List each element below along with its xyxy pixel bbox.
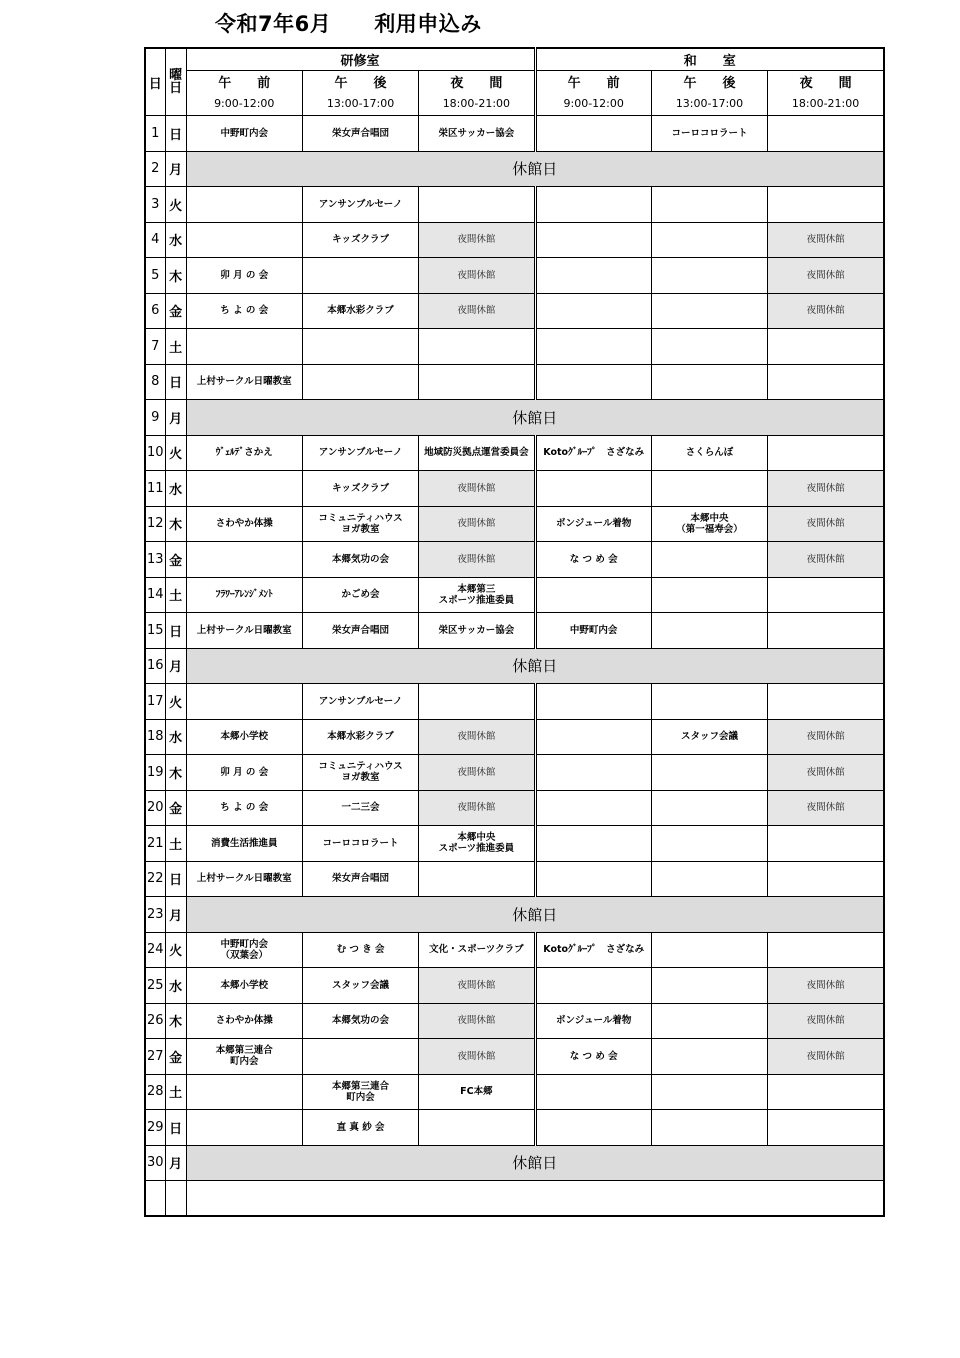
booking-cell: 栄女声合唱団 — [302, 861, 418, 897]
day-number: 15 — [145, 613, 165, 649]
booking-cell: さわやか体操 — [186, 506, 302, 542]
slot-label-header: 夜 間 — [768, 71, 884, 92]
weekday: 月 — [165, 400, 186, 436]
slot-label-header: 夜 間 — [419, 71, 535, 92]
booking-cell — [302, 755, 418, 791]
weekday: 土 — [165, 1074, 186, 1110]
booking-line: 中野町内会 — [220, 938, 268, 950]
day-row — [145, 116, 884, 152]
weekday-header-bottom: 日 — [169, 81, 183, 96]
booking-cell: 直 真 紗 会 — [302, 1110, 418, 1146]
booking-line: 本郷第三連合 — [332, 1080, 390, 1092]
day-row — [145, 648, 884, 684]
booking-cell: 中野町内会 — [535, 613, 651, 649]
booking-cell — [419, 861, 535, 897]
booking-cell — [768, 435, 884, 471]
day-number: 6 — [145, 293, 165, 329]
booking-cell — [302, 258, 418, 294]
day-row — [145, 790, 884, 826]
day-row — [145, 222, 884, 258]
booking-cell: 本郷水彩クラブ — [302, 293, 418, 329]
day-row — [145, 684, 884, 720]
booking-cell: コーロコロラート — [651, 116, 767, 152]
booking-cell — [651, 542, 767, 578]
booking-cell: FC本郷 — [419, 1074, 535, 1110]
booking-cell — [535, 258, 651, 294]
weekday: 金 — [165, 1039, 186, 1075]
booking-cell — [768, 364, 884, 400]
day-row — [145, 293, 884, 329]
weekday: 火 — [165, 187, 186, 223]
night-closed-cell: 夜間休館 — [419, 1039, 535, 1075]
booking-cell — [768, 932, 884, 968]
booking-cell — [535, 861, 651, 897]
weekday: 水 — [165, 471, 186, 507]
weekday: 水 — [165, 719, 186, 755]
booking-line: 本郷中央 — [457, 832, 496, 844]
empty-row — [145, 1181, 884, 1217]
day-row — [145, 932, 884, 968]
booking-cell: さわやか体操 — [186, 1003, 302, 1039]
booking-cell — [651, 755, 767, 791]
page-title: 令和7年6月 利用申込み — [215, 12, 482, 36]
booking-cell: 消費生活推進員 — [186, 826, 302, 862]
booking-cell: 中野町内会 — [186, 116, 302, 152]
booking-line: スポーツ推進委員 — [438, 843, 515, 855]
day-row — [145, 861, 884, 897]
booking-cell: 上村サークル日曜教室 — [186, 861, 302, 897]
day-row — [145, 577, 884, 613]
booking-cell: 本郷気功の会 — [302, 542, 418, 578]
weekday: 火 — [165, 684, 186, 720]
booking-line: 町内会 — [229, 1056, 259, 1068]
booking-cell — [535, 826, 651, 862]
booking-cell — [535, 755, 651, 791]
booking-cell — [186, 187, 302, 223]
weekday: 日 — [165, 364, 186, 400]
booking-cell — [651, 1039, 767, 1075]
booking-cell — [535, 1110, 651, 1146]
booking-cell — [535, 116, 651, 152]
booking-cell — [419, 187, 535, 223]
day-row — [145, 258, 884, 294]
booking-cell — [768, 116, 884, 152]
booking-line: ヨガ教室 — [341, 523, 380, 535]
day-number: 16 — [145, 648, 165, 684]
weekday: 月 — [165, 1145, 186, 1181]
night-closed-cell: 夜間休館 — [419, 1003, 535, 1039]
booking-line: スポーツ推進委員 — [438, 594, 515, 606]
booking-cell: 本郷小学校 — [186, 968, 302, 1004]
day-number: 11 — [145, 471, 165, 507]
day-number: 3 — [145, 187, 165, 223]
day-row — [145, 1003, 884, 1039]
booking-cell — [535, 222, 651, 258]
booking-cell: スタッフ会議 — [302, 968, 418, 1004]
booking-cell — [535, 364, 651, 400]
day-row — [145, 719, 884, 755]
weekday: 日 — [165, 613, 186, 649]
booking-cell: キッズクラブ — [302, 471, 418, 507]
booking-cell: ボンジュール着物 — [535, 506, 651, 542]
booking-line: 本郷第三連合 — [215, 1045, 273, 1057]
booking-cell — [768, 613, 884, 649]
booking-cell — [651, 613, 767, 649]
slot-label-header: 午 後 — [651, 71, 767, 92]
booking-cell: む つ き 会 — [302, 932, 418, 968]
night-closed-cell: 夜間休館 — [768, 968, 884, 1004]
day-number: 25 — [145, 968, 165, 1004]
weekday: 土 — [165, 329, 186, 365]
day-row — [145, 506, 884, 542]
day-row — [145, 364, 884, 400]
day-row — [145, 826, 884, 862]
day-number: 13 — [145, 542, 165, 578]
booking-cell — [302, 506, 418, 542]
booking-cell — [651, 932, 767, 968]
booking-cell — [651, 506, 767, 542]
weekday: 土 — [165, 577, 186, 613]
day-number: 29 — [145, 1110, 165, 1146]
day-number: 27 — [145, 1039, 165, 1075]
booking-cell — [535, 719, 651, 755]
night-closed-cell: 夜間休館 — [768, 471, 884, 507]
night-closed-cell: 夜間休館 — [419, 790, 535, 826]
booking-cell — [186, 684, 302, 720]
booking-cell — [651, 968, 767, 1004]
booking-cell: な つ め 会 — [535, 542, 651, 578]
day-number: 4 — [145, 222, 165, 258]
booking-cell — [535, 968, 651, 1004]
booking-cell — [651, 1110, 767, 1146]
day-row — [145, 897, 884, 933]
booking-cell: 栄区サッカー協会 — [419, 116, 535, 152]
day-number: 28 — [145, 1074, 165, 1110]
booking-cell: ち よ の 会 — [186, 790, 302, 826]
day-column-header: 日 — [145, 48, 165, 116]
night-closed-cell: 夜間休館 — [768, 719, 884, 755]
night-closed-cell: 夜間休館 — [419, 719, 535, 755]
day-row — [145, 968, 884, 1004]
night-closed-cell: 夜間休館 — [419, 222, 535, 258]
day-number: 1 — [145, 116, 165, 152]
booking-line: （双葉会） — [220, 949, 268, 961]
booking-cell — [419, 826, 535, 862]
booking-cell: ｳﾞｪﾙﾃﾞさかえ — [186, 435, 302, 471]
weekday: 水 — [165, 222, 186, 258]
booking-cell — [302, 364, 418, 400]
booking-line: 町内会 — [346, 1091, 375, 1103]
booking-cell — [651, 861, 767, 897]
day-row — [145, 435, 884, 471]
booking-cell: ﾌﾗﾜｰｱﾚﾝｼﾞﾒﾝﾄ — [186, 577, 302, 613]
slot-label-header: 午 後 — [302, 71, 418, 92]
booking-cell — [302, 1039, 418, 1075]
schedule-table — [144, 47, 885, 1217]
booking-cell: 上村サークル日曜教室 — [186, 613, 302, 649]
day-number: 10 — [145, 435, 165, 471]
weekday-column-header — [165, 48, 186, 116]
day-number: 24 — [145, 932, 165, 968]
day-row — [145, 187, 884, 223]
weekday: 月 — [165, 151, 186, 187]
booking-cell — [651, 684, 767, 720]
day-number: 14 — [145, 577, 165, 613]
booking-cell — [302, 1074, 418, 1110]
night-closed-cell: 夜間休館 — [768, 293, 884, 329]
day-row — [145, 400, 884, 436]
weekday: 土 — [165, 826, 186, 862]
booking-cell — [768, 577, 884, 613]
night-closed-cell: 夜間休館 — [768, 258, 884, 294]
booking-cell — [651, 329, 767, 365]
booking-cell: 地域防災拠点運営委員会 — [419, 435, 535, 471]
day-row — [145, 329, 884, 365]
booking-cell — [535, 684, 651, 720]
closed-day-cell: 休館日 — [186, 400, 884, 436]
day-number: 21 — [145, 826, 165, 862]
booking-cell — [186, 1110, 302, 1146]
day-number: 9 — [145, 400, 165, 436]
day-number: 26 — [145, 1003, 165, 1039]
closed-day-cell: 休館日 — [186, 897, 884, 933]
night-closed-cell: 夜間休館 — [419, 968, 535, 1004]
booking-cell: キッズクラブ — [302, 222, 418, 258]
booking-cell — [768, 329, 884, 365]
booking-cell: な つ め 会 — [535, 1039, 651, 1075]
day-number: 7 — [145, 329, 165, 365]
booking-cell: コーロコロラート — [302, 826, 418, 862]
booking-cell — [651, 1003, 767, 1039]
booking-cell — [419, 364, 535, 400]
booking-cell: 卯 月 の 会 — [186, 755, 302, 791]
booking-cell — [768, 187, 884, 223]
booking-cell — [186, 542, 302, 578]
booking-cell: 一二三会 — [302, 790, 418, 826]
day-number: 22 — [145, 861, 165, 897]
day-row — [145, 1039, 884, 1075]
weekday: 金 — [165, 293, 186, 329]
booking-cell: 卯 月 の 会 — [186, 258, 302, 294]
booking-cell — [535, 471, 651, 507]
booking-cell: さくらんぼ — [651, 435, 767, 471]
day-number: 5 — [145, 258, 165, 294]
booking-cell: 栄女声合唱団 — [302, 613, 418, 649]
booking-cell — [535, 1074, 651, 1110]
day-row — [145, 471, 884, 507]
closed-day-cell: 休館日 — [186, 648, 884, 684]
booking-cell — [651, 187, 767, 223]
booking-cell — [651, 790, 767, 826]
day-row — [145, 1074, 884, 1110]
booking-cell — [186, 932, 302, 968]
booking-cell — [651, 577, 767, 613]
booking-cell: アンサンブルセーノ — [302, 187, 418, 223]
night-closed-cell: 夜間休館 — [419, 755, 535, 791]
booking-cell — [302, 329, 418, 365]
night-closed-cell: 夜間休館 — [768, 506, 884, 542]
empty-cell — [145, 1181, 165, 1217]
booking-cell: 本郷水彩クラブ — [302, 719, 418, 755]
day-row — [145, 755, 884, 791]
booking-cell — [186, 471, 302, 507]
weekday: 金 — [165, 542, 186, 578]
closed-day-cell: 休館日 — [186, 151, 884, 187]
booking-line: 本郷第三 — [457, 583, 496, 595]
night-closed-cell: 夜間休館 — [419, 542, 535, 578]
night-closed-cell: 夜間休館 — [419, 506, 535, 542]
night-closed-cell: 夜間休館 — [768, 1003, 884, 1039]
booking-cell — [651, 222, 767, 258]
weekday: 月 — [165, 897, 186, 933]
day-row — [145, 613, 884, 649]
weekday: 日 — [165, 116, 186, 152]
weekday-header-top: 曜 — [169, 68, 183, 83]
booking-line: （第一福寿会） — [676, 523, 743, 535]
booking-cell — [651, 258, 767, 294]
booking-cell: 本郷気功の会 — [302, 1003, 418, 1039]
night-closed-cell: 夜間休館 — [768, 222, 884, 258]
booking-cell — [419, 1110, 535, 1146]
weekday: 日 — [165, 861, 186, 897]
weekday: 木 — [165, 755, 186, 791]
booking-cell: ち よ の 会 — [186, 293, 302, 329]
booking-cell — [651, 293, 767, 329]
booking-line: コミュニティハウス — [318, 512, 403, 524]
booking-cell: アンサンブルセーノ — [302, 684, 418, 720]
booking-cell — [535, 790, 651, 826]
booking-cell: 上村サークル日曜教室 — [186, 364, 302, 400]
day-number: 8 — [145, 364, 165, 400]
booking-cell — [535, 187, 651, 223]
booking-cell — [419, 329, 535, 365]
slot-time-header: 9:00-12:00 — [535, 91, 651, 116]
booking-cell: Kotoｸﾞﾙｰﾌﾟ さざなみ — [535, 435, 651, 471]
night-closed-cell: 夜間休館 — [419, 258, 535, 294]
day-number: 2 — [145, 151, 165, 187]
booking-cell: 栄女声合唱団 — [302, 116, 418, 152]
day-number: 12 — [145, 506, 165, 542]
booking-cell — [186, 1039, 302, 1075]
day-row — [145, 151, 884, 187]
night-closed-cell: 夜間休館 — [419, 471, 535, 507]
booking-cell — [186, 329, 302, 365]
booking-cell — [651, 364, 767, 400]
booking-cell — [768, 1074, 884, 1110]
day-number: 19 — [145, 755, 165, 791]
weekday: 日 — [165, 1110, 186, 1146]
booking-cell: アンサンブルセーノ — [302, 435, 418, 471]
booking-cell — [535, 293, 651, 329]
day-number: 20 — [145, 790, 165, 826]
booking-cell — [186, 1074, 302, 1110]
booking-cell — [768, 684, 884, 720]
night-closed-cell: 夜間休館 — [768, 755, 884, 791]
day-number: 30 — [145, 1145, 165, 1181]
closed-day-cell: 休館日 — [186, 1145, 884, 1181]
booking-line: ヨガ教室 — [341, 772, 380, 784]
night-closed-cell: 夜間休館 — [768, 542, 884, 578]
empty-cell — [165, 1181, 186, 1217]
night-closed-cell: 夜間休館 — [768, 1039, 884, 1075]
slot-time-header: 18:00-21:00 — [768, 91, 884, 116]
booking-cell — [419, 577, 535, 613]
day-number: 23 — [145, 897, 165, 933]
empty-cell — [186, 1181, 884, 1217]
day-row — [145, 1145, 884, 1181]
booking-cell: 本郷小学校 — [186, 719, 302, 755]
booking-cell — [768, 861, 884, 897]
weekday: 水 — [165, 968, 186, 1004]
booking-cell — [535, 329, 651, 365]
slot-time-header: 13:00-17:00 — [302, 91, 418, 116]
booking-cell — [186, 222, 302, 258]
booking-line: 本郷中央 — [690, 512, 729, 524]
booking-cell — [768, 826, 884, 862]
booking-cell — [535, 577, 651, 613]
booking-cell: 栄区サッカー協会 — [419, 613, 535, 649]
booking-cell: かごめ会 — [302, 577, 418, 613]
weekday: 金 — [165, 790, 186, 826]
booking-cell: 文化・スポーツクラブ — [419, 932, 535, 968]
day-number: 17 — [145, 684, 165, 720]
weekday: 火 — [165, 435, 186, 471]
booking-cell — [651, 471, 767, 507]
room-header-training: 研修室 — [186, 48, 535, 71]
weekday: 木 — [165, 506, 186, 542]
booking-cell — [651, 826, 767, 862]
slot-label-header: 午 前 — [535, 71, 651, 92]
day-row — [145, 1110, 884, 1146]
weekday: 月 — [165, 648, 186, 684]
day-number: 18 — [145, 719, 165, 755]
night-closed-cell: 夜間休館 — [419, 293, 535, 329]
booking-cell: ボンジュール着物 — [535, 1003, 651, 1039]
weekday: 火 — [165, 932, 186, 968]
slot-label-header: 午 前 — [186, 71, 302, 92]
weekday: 木 — [165, 1003, 186, 1039]
slot-time-header: 18:00-21:00 — [419, 91, 535, 116]
booking-cell: Kotoｸﾞﾙｰﾌﾟ さざなみ — [535, 932, 651, 968]
slot-time-header: 9:00-12:00 — [186, 91, 302, 116]
slot-time-header: 13:00-17:00 — [651, 91, 767, 116]
booking-cell — [419, 684, 535, 720]
booking-cell — [651, 1074, 767, 1110]
night-closed-cell: 夜間休館 — [768, 790, 884, 826]
booking-line: コミュニティハウス — [318, 761, 403, 773]
booking-cell — [768, 1110, 884, 1146]
weekday: 木 — [165, 258, 186, 294]
room-header-japanese: 和 室 — [535, 48, 884, 71]
booking-cell: スタッフ会議 — [651, 719, 767, 755]
day-row — [145, 542, 884, 578]
